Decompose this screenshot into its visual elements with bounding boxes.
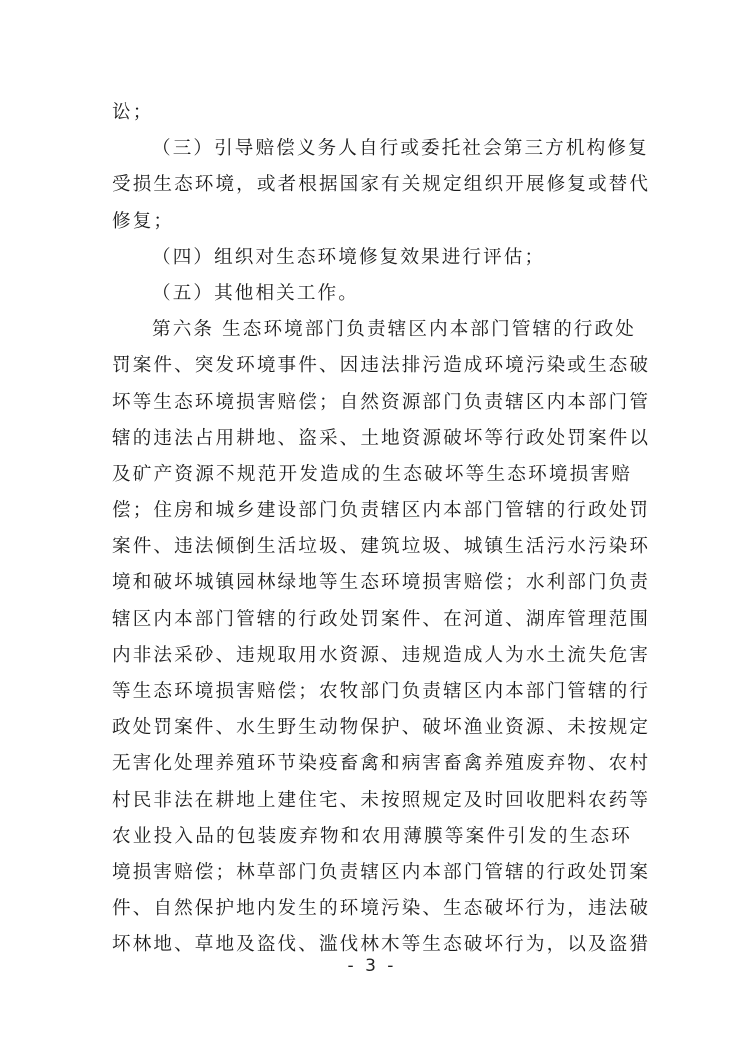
article-heading-line: 第六条 生态环境部门负责辖区内本部门管辖的行政处 [152,319,636,341]
text-line: 件、自然保护地内发生的环境污染、生态破坏行为，违法破 [112,898,651,920]
text-line: 及矿产资源不规范开发造成的生态破坏等生态环境损害赔 [112,463,632,485]
text-line: 等生态环境损害赔偿；农牧部门负责辖区内本部门管辖的行 [112,681,651,702]
text-line: 村民非法在耕地上建住宅、未按照规定及时回收肥料农药等 [112,789,651,811]
text-line: 坏等生态环境损害赔偿；自然资源部门负责辖区内本部门管 [112,391,651,413]
text-line: 境和破坏城镇园林绿地等生态环境损害赔偿；水利部门负责 [112,572,651,594]
text-line: 辖的违法占用耕地、盗采、土地资源破坏等行政处罚案件以 [112,427,651,449]
text-line: 讼； [112,102,154,123]
text-line: 受损生态环境，或者根据国家有关规定组织开展修复或替代 [112,174,651,196]
text-line: 农业投入品的包装废弃物和农用薄膜等案件引发的生态环 [112,825,632,847]
text-line: （五）其他相关工作。 [152,282,359,304]
text-line: 内非法采砂、违规取用水资源、违规造成人为水土流失危害 [112,644,651,666]
document-body [112,95,651,964]
text-line: 偿；住房和城乡建设部门负责辖区内本部门管辖的行政处罚 [112,500,651,522]
text-line: 境损害赔偿；林草部门负责辖区内本部门管辖的行政处罚案 [112,861,651,883]
text-line: 案件、违法倾倒生活垃圾、建筑垃圾、城镇生活污水污染环 [112,536,651,558]
text-line: 无害化处理养殖环节染疫畜禽和病害畜禽养殖废弃物、农村 [112,753,651,775]
text-line: 修复； [112,210,175,232]
text-line: （四）组织对生态环境修复效果进行评估； [152,246,546,268]
text-line: 政处罚案件、水生野生动物保护、破坏渔业资源、未按规定 [112,717,651,739]
text-line: 坏林地、草地及盗伐、滥伐林木等生态破坏行为，以及盗猎 [112,934,651,956]
text-line: 罚案件、突发环境事件、因违法排污造成环境污染或生态破 [112,355,651,377]
text-line: （三）引导赔偿义务人自行或委托社会第三方机构修复 [152,138,649,160]
text-line: 辖区内本部门管辖的行政处罚案件、在河道、湖库管理范围 [112,608,651,630]
page-number: - 3 - [347,956,397,976]
